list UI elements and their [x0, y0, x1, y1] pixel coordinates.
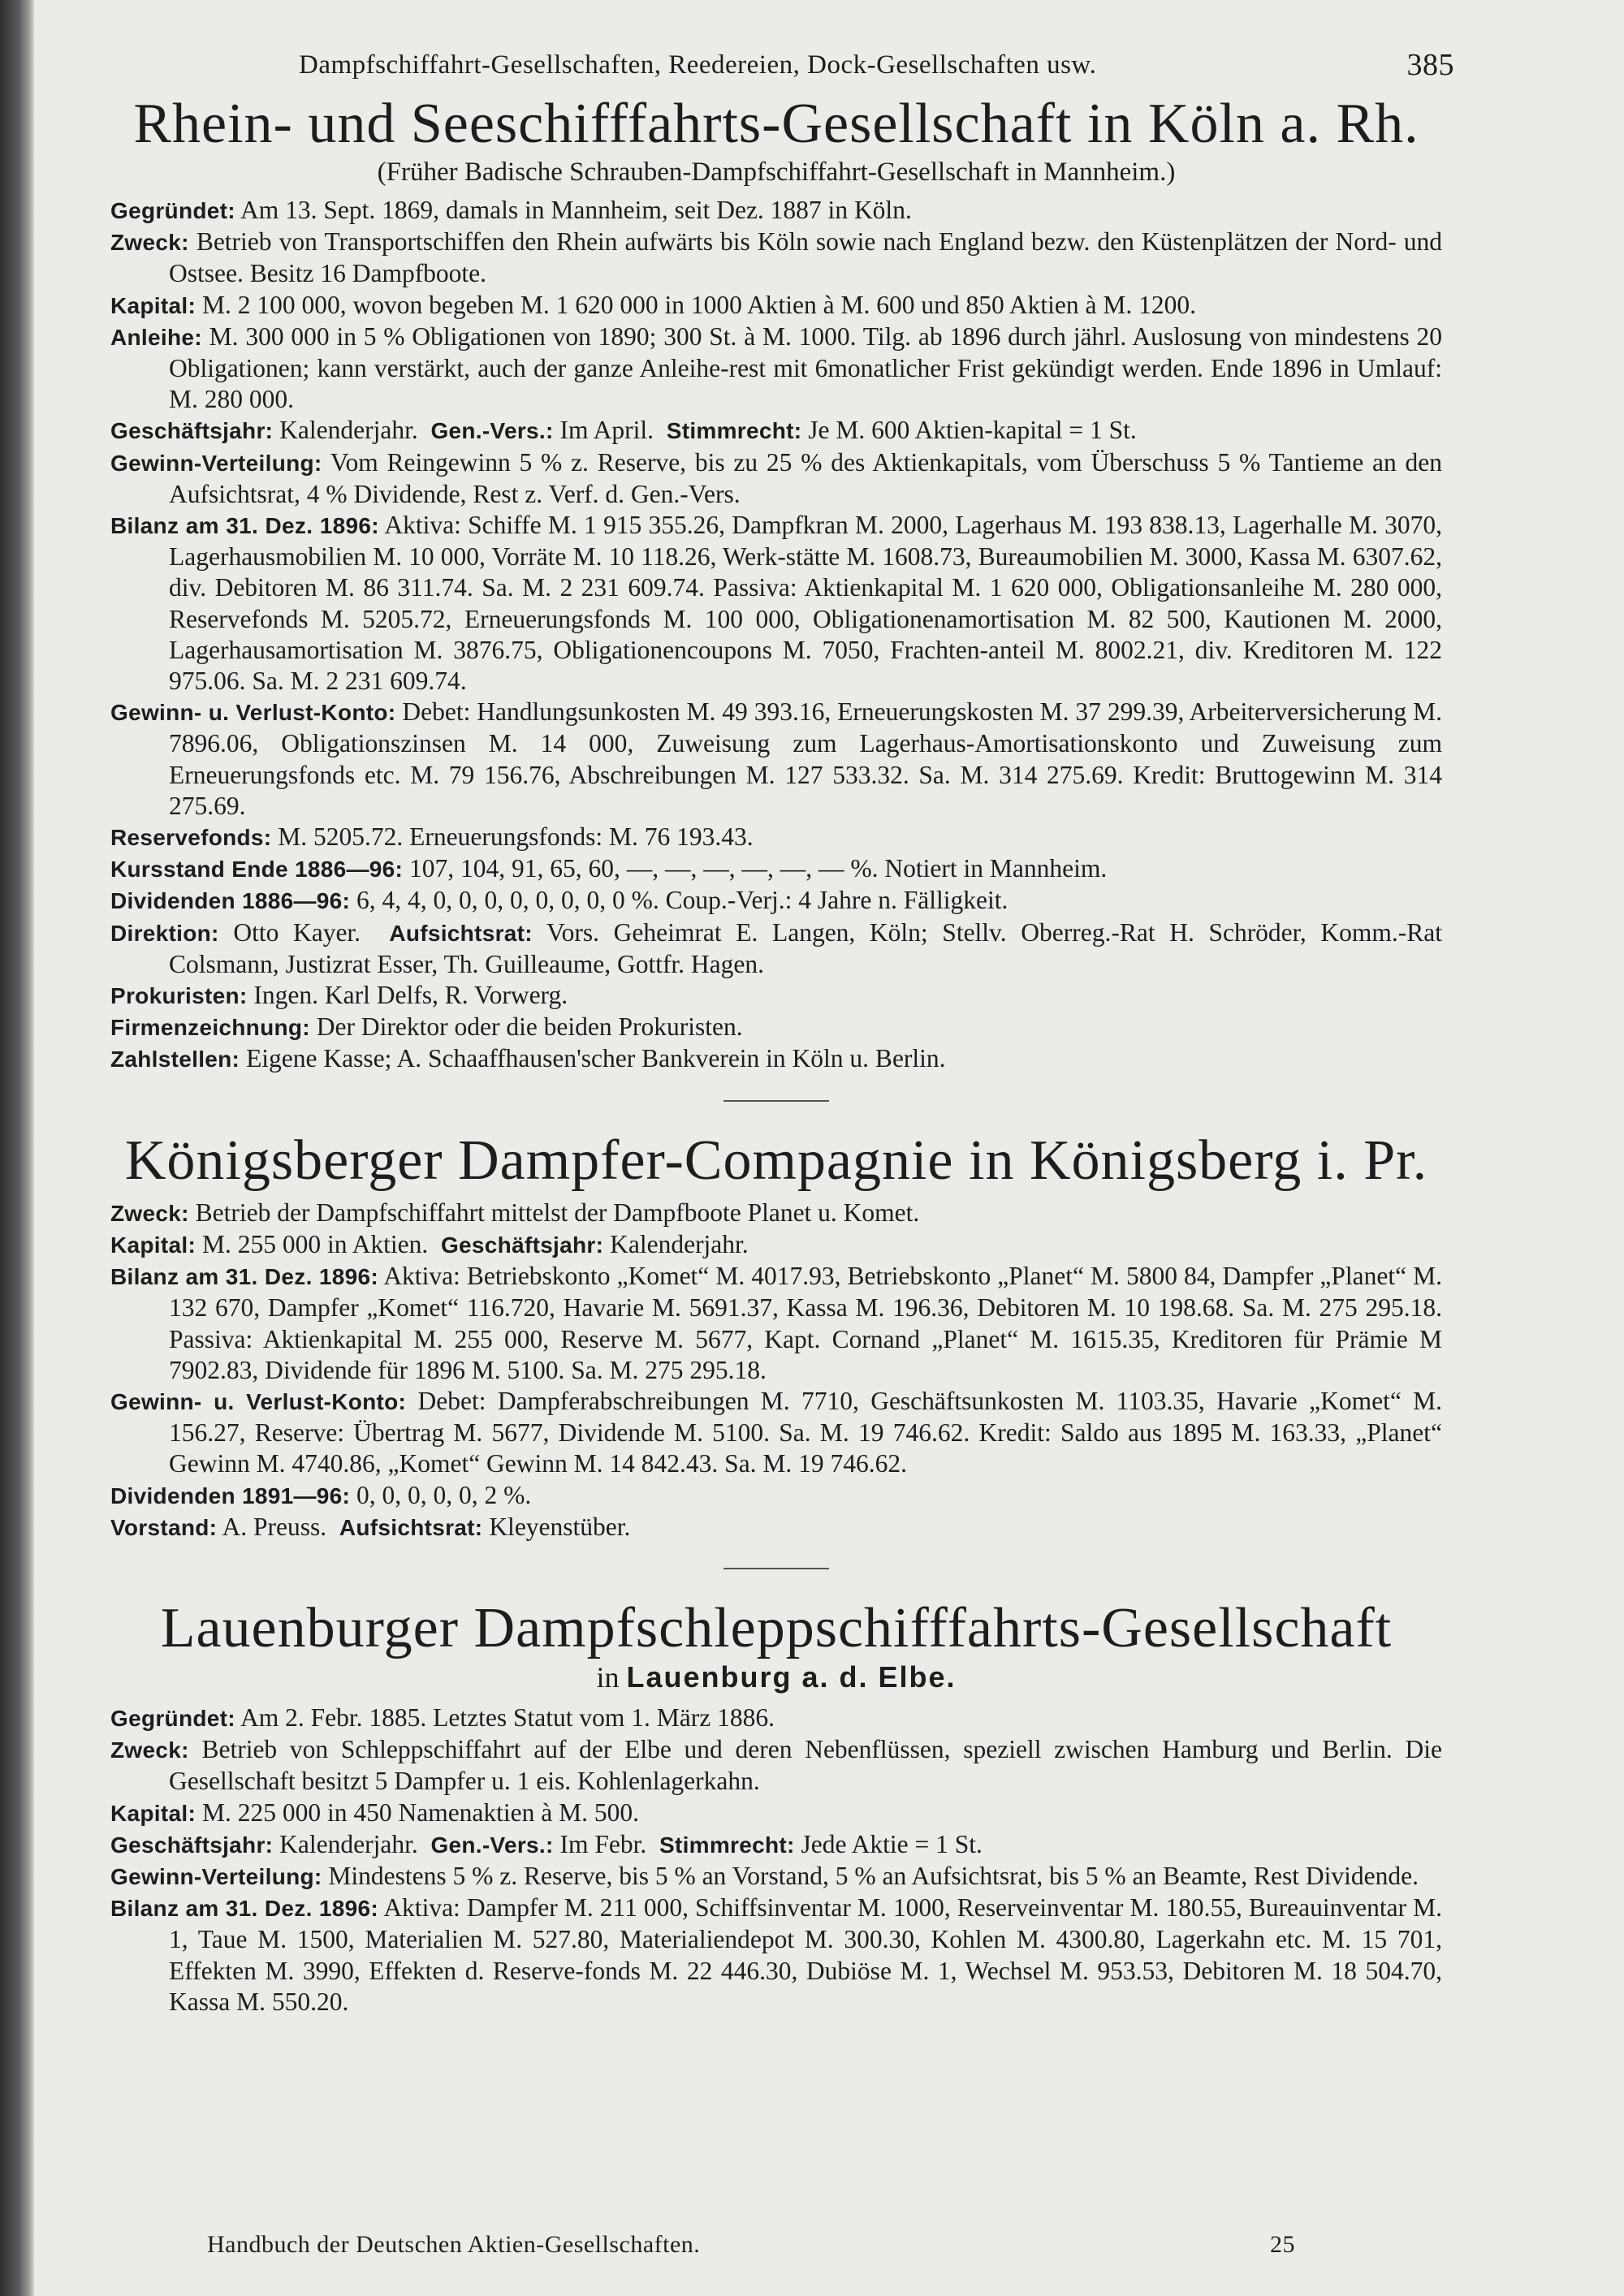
- document-page: [110, 47, 1454, 2018]
- entry-loan: Anleihe: M. 300 000 in 5 % Obligationen von 1890; 300 St. à M. 1000. Tilg. ab 1896 durch jährl. Auslosung von mindestens 20 Obligationen; kann verstärkt, auch der ganze Anleihe-rest mit 6monatlicher Frist gekündigt werden. Ende 1896 in Umlauf: M. 280 000.: [110, 322, 1443, 414]
- entry-capital: Kapital: M. 225 000 in 450 Namenaktien à M. 500.: [110, 1798, 640, 1827]
- section-divider: [723, 1568, 829, 1569]
- page-binding-edge: [0, 0, 34, 2296]
- page-footer: [207, 2231, 1295, 2259]
- section-divider: [723, 1100, 829, 1102]
- entry-profit-loss: Gewinn- u. Verlust-Konto: Debet: Handlungsunkosten M. 49 393.16, Erneuerungskosten M. 37 299.39, Arbeiterversicherung M. 7896.06, Obligationszinsen M. 14 000, Zuweisung zum Lagerhaus-Amortisationskonto und Zuweisung zum Erneuerungsfonds etc. M. 79 156.76, Abschreibungen M. 127 533.32. Sa. M. 314 275.69. Kredit: Bruttogewinn M. 314 275.69.: [110, 697, 1443, 820]
- entry-procurators: Prokuristen: Ingen. Karl Delfs, R. Vorwerg.: [110, 981, 568, 1010]
- entry-paying-agents: Zahlstellen: Eigene Kasse; A. Schaaffhausen'scher Bankverein in Köln u. Berlin.: [110, 1044, 946, 1073]
- company-section-koenigsberg: [110, 1129, 1442, 1543]
- entry-balance-sheet: Bilanz am 31. Dez. 1896: Aktiva: Dampfer M. 211 000, Schiffsinventar M. 1000, Reserveinventar M. 180.55, Bureauinventar M. 1, Taue M. 1500, Materialien M. 527.80, Materialiendepot M. 300.30, Kohlen M. 4300.80, Lagerkahn etc. M. 15 701, Effekten M. 3990, Effekten d. Reserve-fonds M. 22 446.30, Dubiöse M. 1, Wechsel M. 953.53, Debitoren M. 18 504.70, Kassa M. 550.20.: [110, 1893, 1442, 2016]
- company-subtitle: (Früher Badische Schrauben-Dampfschiffahrt-Gesellschaft in Mannheim.): [377, 158, 1176, 187]
- company-entries: [110, 1703, 1442, 2018]
- entry-profit-distribution: Gewinn-Verteilung: Mindestens 5 % z. Reserve, bis 5 % an Vorstand, 5 % an Aufsichtsrat, bis 5 % an Beamte, Rest Dividende.: [110, 1861, 1419, 1890]
- company-title: Rhein- und Seeschifffahrts-Gesellschaft in Köln a. Rh.: [133, 93, 1419, 155]
- entry-dividends: Dividenden 1886—96: 6, 4, 4, 0, 0, 0, 0, 0, 0, 0, 0 %. Coup.-Verj.: 4 Jahre n. Fälligkeit.: [110, 886, 1009, 915]
- company-location: in Lauenburg a. d. Elbe.: [596, 1659, 957, 1694]
- entry-purpose: Zweck: Betrieb von Schleppschiffahrt auf der Elbe und deren Nebenflüssen, speziell zwischen Hamburg und Berlin. Die Gesellschaft besitzt 5 Dampfer u. 1 eis. Kohlenlagerkahn.: [110, 1735, 1443, 1796]
- entry-founded: Gegründet: Am 13. Sept. 1869, damals in Mannheim, seit Dez. 1887 in Köln.: [110, 196, 912, 224]
- company-entries: [110, 195, 1442, 1076]
- company-title: Königsberger Dampfer-Compagnie in Königsberg i. Pr.: [124, 1129, 1428, 1192]
- entry-fiscal-year: Geschäftsjahr: Kalenderjahr. Gen.-Vers.: Im April. Stimmrecht: Je M. 600 Aktien-kapital = 1 St.: [110, 416, 1137, 445]
- entry-purpose: Zweck: Betrieb der Dampfschiffahrt mittelst der Dampfboote Planet u. Komet.: [110, 1198, 920, 1227]
- entry-board: Vorstand: A. Preuss. Aufsichtsrat: Kleyenstüber.: [110, 1512, 631, 1541]
- entry-capital: Kapital: M. 2 100 000, wovon begeben M. 1 620 000 in 1000 Aktien à M. 600 und 850 Aktien à M. 1200.: [110, 290, 1197, 319]
- footer-signature: 25: [1270, 2231, 1295, 2258]
- entry-profit-loss: Gewinn- u. Verlust-Konto: Debet: Dampferabschreibungen M. 7710, Geschäftsunkosten M. 1103.35, Havarie „Komet“ M. 156.27, Reserve: Übertrag M. 5677, Dividende M. 5100. Sa. M. 19 746.62. Kredit: Saldo aus 1895 M. 163.33, „Planet“ Gewinn M. 4740.86, „Komet“ Gewinn M. 14 842.43. Sa. M. 19 746.62.: [110, 1386, 1443, 1478]
- running-head-title: Dampfschiffahrt-Gesellschaften, Reedereien, Dock-Gesellschaften usw.: [299, 50, 1097, 80]
- entry-dividends: Dividenden 1891—96: 0, 0, 0, 0, 0, 2 %.: [110, 1480, 532, 1509]
- entry-management: Direktion: Otto Kayer. Aufsichtsrat: Vors. Geheimrat E. Langen, Köln; Stellv. Oberreg.-Rat H. Schröder, Komm.-Rat Colsmann, Justizrat Esser, Th. Guilleaume, Gottfr. Hagen.: [110, 917, 1443, 978]
- company-section-lauenburg: [110, 1597, 1442, 2018]
- entry-balance-sheet: Bilanz am 31. Dez. 1896: Aktiva: Schiffe M. 1 915 355.26, Dampfkran M. 2000, Lagerhaus M. 193 838.13, Lagerhalle M. 3070, Lagerhausmobilien M. 10 000, Vorräte M. 10 118.26, Werk-stätte M. 1608.73, Bureaumobilien M. 3000, Kassa M. 6307.62, div. Debitoren M. 86 311.74. Sa. M. 2 231 609.74. Passiva: Aktienkapital M. 1 620 000, Obligationsanleihe M. 280 000, Reservefonds M. 5205.72, Erneuerungsfonds M. 100 000, Obligationenamortisation M. 82 500, Kautionen M. 2000, Lagerhausamortisation M. 3876.75, Obligationencoupons M. 7050, Frachten-anteil M. 8002.21, div. Kreditoren M. 122 975.06. Sa. M. 2 231 609.74.: [110, 511, 1442, 696]
- entry-share-price: Kursstand Ende 1886—96: 107, 104, 91, 65, 60, —, —, —, —, —, — %. Notiert in Mannheim.: [110, 854, 1108, 883]
- entry-founded: Gegründet: Am 2. Febr. 1885. Letztes Statut vom 1. März 1886.: [110, 1703, 775, 1732]
- company-section-rhein: [110, 93, 1442, 1076]
- entry-reserve-fund: Reservefonds: M. 5205.72. Erneuerungsfonds: M. 76 193.43.: [110, 822, 754, 852]
- entry-purpose: Zweck: Betrieb von Transportschiffen den Rhein aufwärts bis Köln sowie nach England bezw. den Küstenplätzen der Nord- und Ostsee. Besitz 16 Dampfboote.: [110, 227, 1443, 288]
- entry-profit-distribution: Gewinn-Verteilung: Vom Reingewinn 5 % z. Reserve, bis zu 25 % des Aktienkapitals, vom Überschuss 5 % Tantieme an den Aufsichtsrat, 4 % Dividende, Rest z. Verf. d. Gen.-Vers.: [110, 447, 1442, 508]
- running-head: [110, 47, 1454, 93]
- page-number: 385: [1406, 48, 1454, 82]
- company-entries: [110, 1198, 1442, 1543]
- entry-capital: Kapital: M. 255 000 in Aktien. Geschäftsjahr: Kalenderjahr.: [110, 1229, 749, 1258]
- company-title: Lauenburger Dampfschleppschifffahrts-Gesellschaft: [160, 1596, 1393, 1659]
- footer-title: Handbuch der Deutschen Aktien-Gesellschaften.: [207, 2231, 701, 2258]
- entry-signature: Firmenzeichnung: Der Direktor oder die beiden Prokuristen.: [110, 1012, 743, 1042]
- entry-fiscal-year: Geschäftsjahr: Kalenderjahr. Gen.-Vers.: Im Febr. Stimmrecht: Jede Aktie = 1 St.: [110, 1829, 983, 1858]
- entry-balance-sheet: Bilanz am 31. Dez. 1896: Aktiva: Betriebskonto „Komet“ M. 4017.93, Betriebskonto „Planet“ M. 5800 84, Dampfer „Planet“ M. 132 670, Dampfer „Komet“ 116.720, Havarie M. 5691.37, Kassa M. 196.36, Debitoren M. 10 198.68. Sa. M. 275 295.18. Passiva: Aktienkapital M. 255 000, Reserve M. 5677, Kapt. Cornand „Planet“ M. 1615.35, Kreditoren für Prämie M 7902.83, Dividende für 1896 M. 5100. Sa. M. 275 295.18.: [110, 1262, 1442, 1384]
